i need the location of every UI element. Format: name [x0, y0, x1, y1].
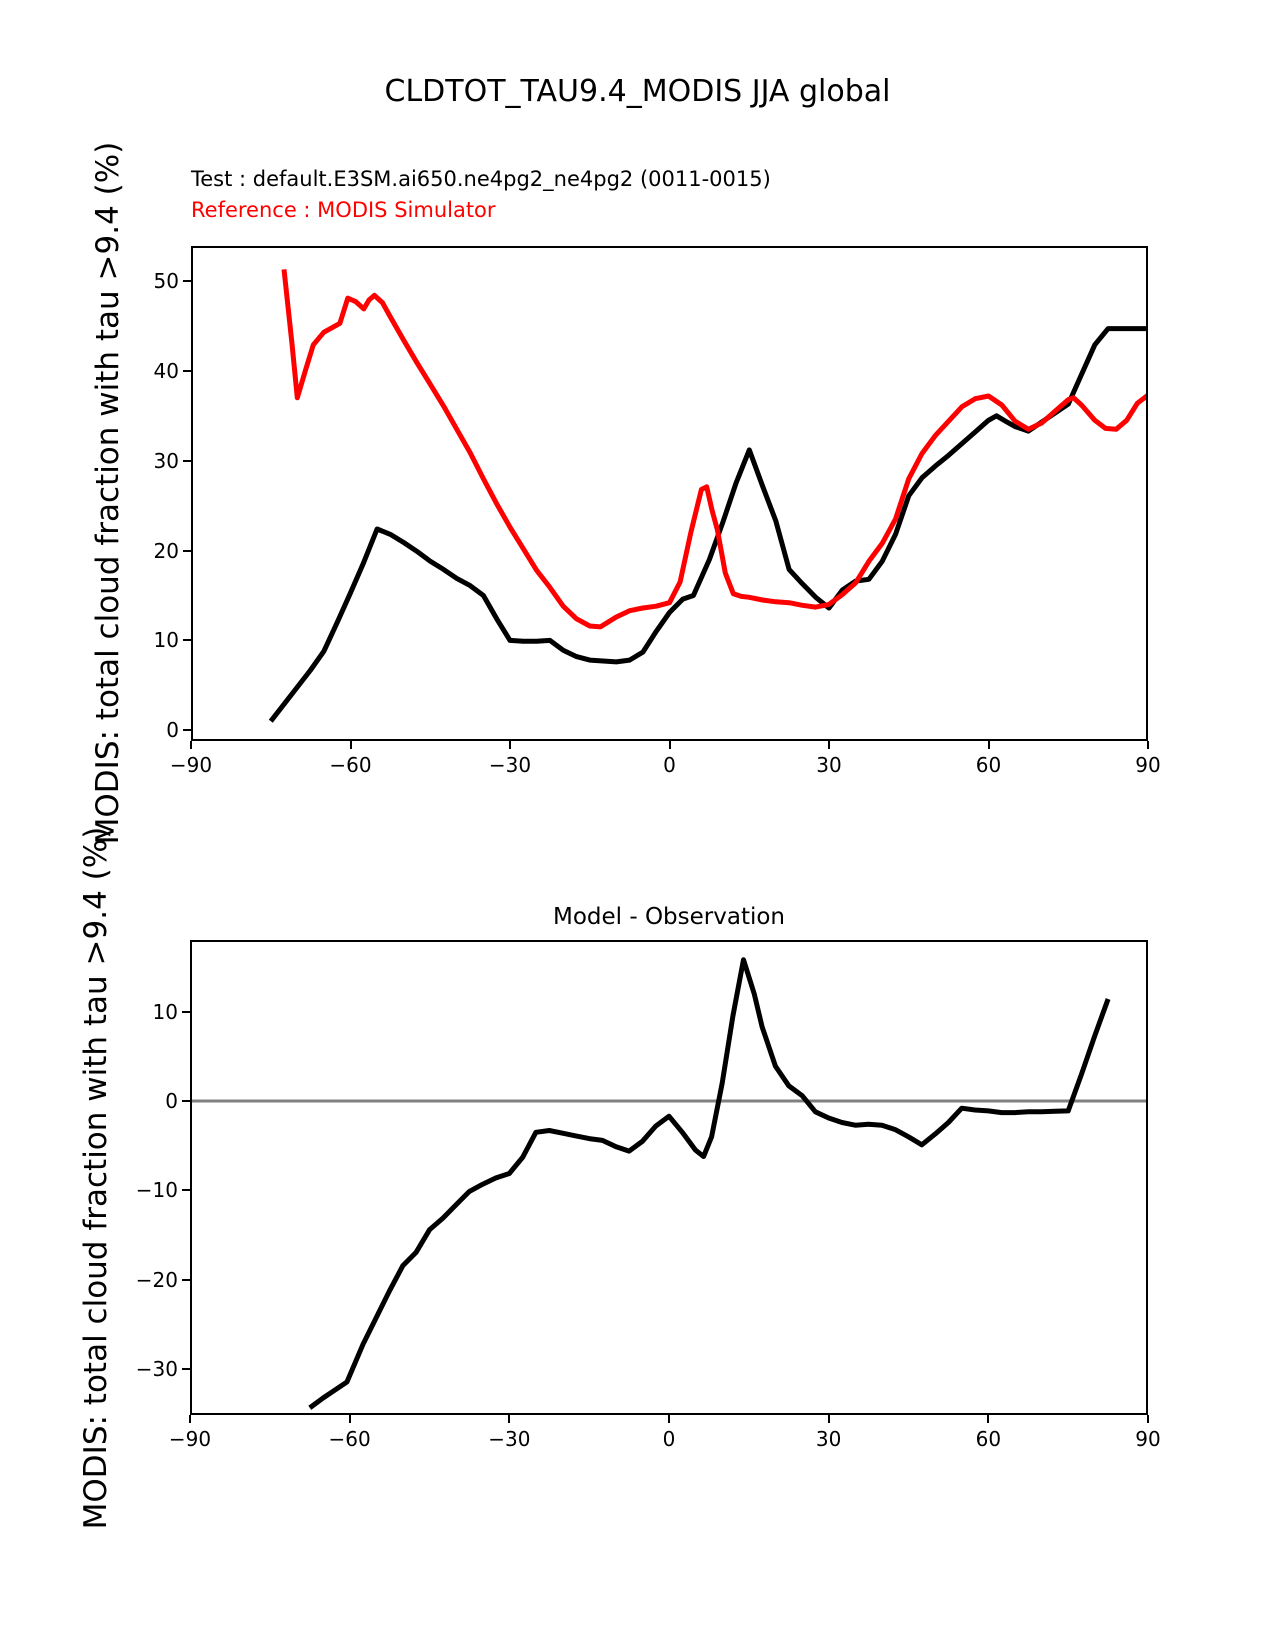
y-tick-mark	[182, 1011, 190, 1013]
x-tick-label: −60	[328, 1427, 371, 1451]
x-tick-mark	[828, 1415, 830, 1423]
reference-line	[284, 269, 1148, 627]
y-axis-label-top: MODIS: total cloud fraction with tau >9.4 (%)	[90, 141, 126, 845]
x-tick-label: 90	[1135, 753, 1161, 777]
axes-spines	[191, 941, 1147, 1414]
y-tick-mark	[182, 1100, 190, 1102]
x-tick-mark	[189, 1415, 191, 1423]
top-plot-area	[191, 246, 1148, 741]
x-tick-mark	[190, 741, 192, 749]
y-tick-mark	[182, 1368, 190, 1370]
x-tick-mark	[1147, 741, 1149, 749]
model-observation-line	[310, 960, 1108, 1408]
y-axis-label-bottom: MODIS: total cloud fraction with tau >9.4 (%)	[78, 826, 114, 1530]
x-tick-label: 60	[975, 1427, 1002, 1451]
x-tick-label: 90	[1135, 1427, 1161, 1451]
y-tick-mark	[183, 639, 191, 641]
y-tick-label: −10	[135, 1178, 178, 1203]
y-tick-mark	[182, 1279, 190, 1281]
x-tick-label: −60	[329, 753, 372, 777]
x-tick-label: −30	[488, 753, 532, 777]
x-tick-label: 0	[663, 753, 676, 777]
reference-annotation: Reference : MODIS Simulator	[191, 198, 496, 222]
x-tick-mark	[350, 741, 352, 749]
x-tick-mark	[1147, 1415, 1149, 1423]
y-tick-label: 0	[166, 718, 179, 743]
x-tick-label: 30	[815, 1427, 842, 1451]
x-tick-label: 0	[662, 1427, 676, 1451]
x-tick-mark	[509, 741, 511, 749]
x-tick-label: 30	[816, 753, 842, 777]
y-tick-mark	[183, 729, 191, 731]
x-tick-mark	[508, 1415, 510, 1423]
y-tick-mark	[183, 370, 191, 372]
x-tick-mark	[669, 741, 671, 749]
x-tick-mark	[987, 1415, 989, 1423]
x-tick-label: −90	[169, 753, 213, 777]
main-title: CLDTOT_TAU9.4_MODIS JJA global	[384, 74, 891, 109]
y-tick-label: 20	[153, 538, 179, 563]
y-tick-label: −20	[135, 1267, 178, 1292]
y-tick-mark	[182, 1189, 190, 1191]
y-tick-mark	[183, 280, 191, 282]
x-tick-label: −30	[488, 1427, 531, 1451]
x-tick-mark	[349, 1415, 351, 1423]
y-tick-label: 50	[153, 269, 179, 294]
x-tick-mark	[828, 741, 830, 749]
bottom-plot-area	[190, 940, 1148, 1415]
x-tick-mark	[668, 1415, 670, 1423]
y-tick-label: 30	[153, 448, 179, 473]
y-tick-label: 10	[152, 999, 178, 1024]
y-tick-label: −30	[135, 1357, 178, 1382]
y-tick-label: 0	[165, 1089, 178, 1114]
y-tick-mark	[183, 460, 191, 462]
x-tick-label: −90	[168, 1427, 212, 1451]
y-tick-label: 40	[153, 358, 179, 383]
bottom-plot-title: Model - Observation	[552, 904, 786, 930]
y-tick-mark	[183, 550, 191, 552]
y-tick-label: 10	[153, 628, 179, 653]
test-line	[271, 329, 1148, 722]
x-tick-label: 60	[975, 753, 1002, 777]
test-annotation: Test : default.E3SM.ai650.ne4pg2_ne4pg2 (0011-0015)	[191, 167, 771, 191]
axes-spines	[192, 247, 1147, 740]
x-tick-mark	[988, 741, 990, 749]
